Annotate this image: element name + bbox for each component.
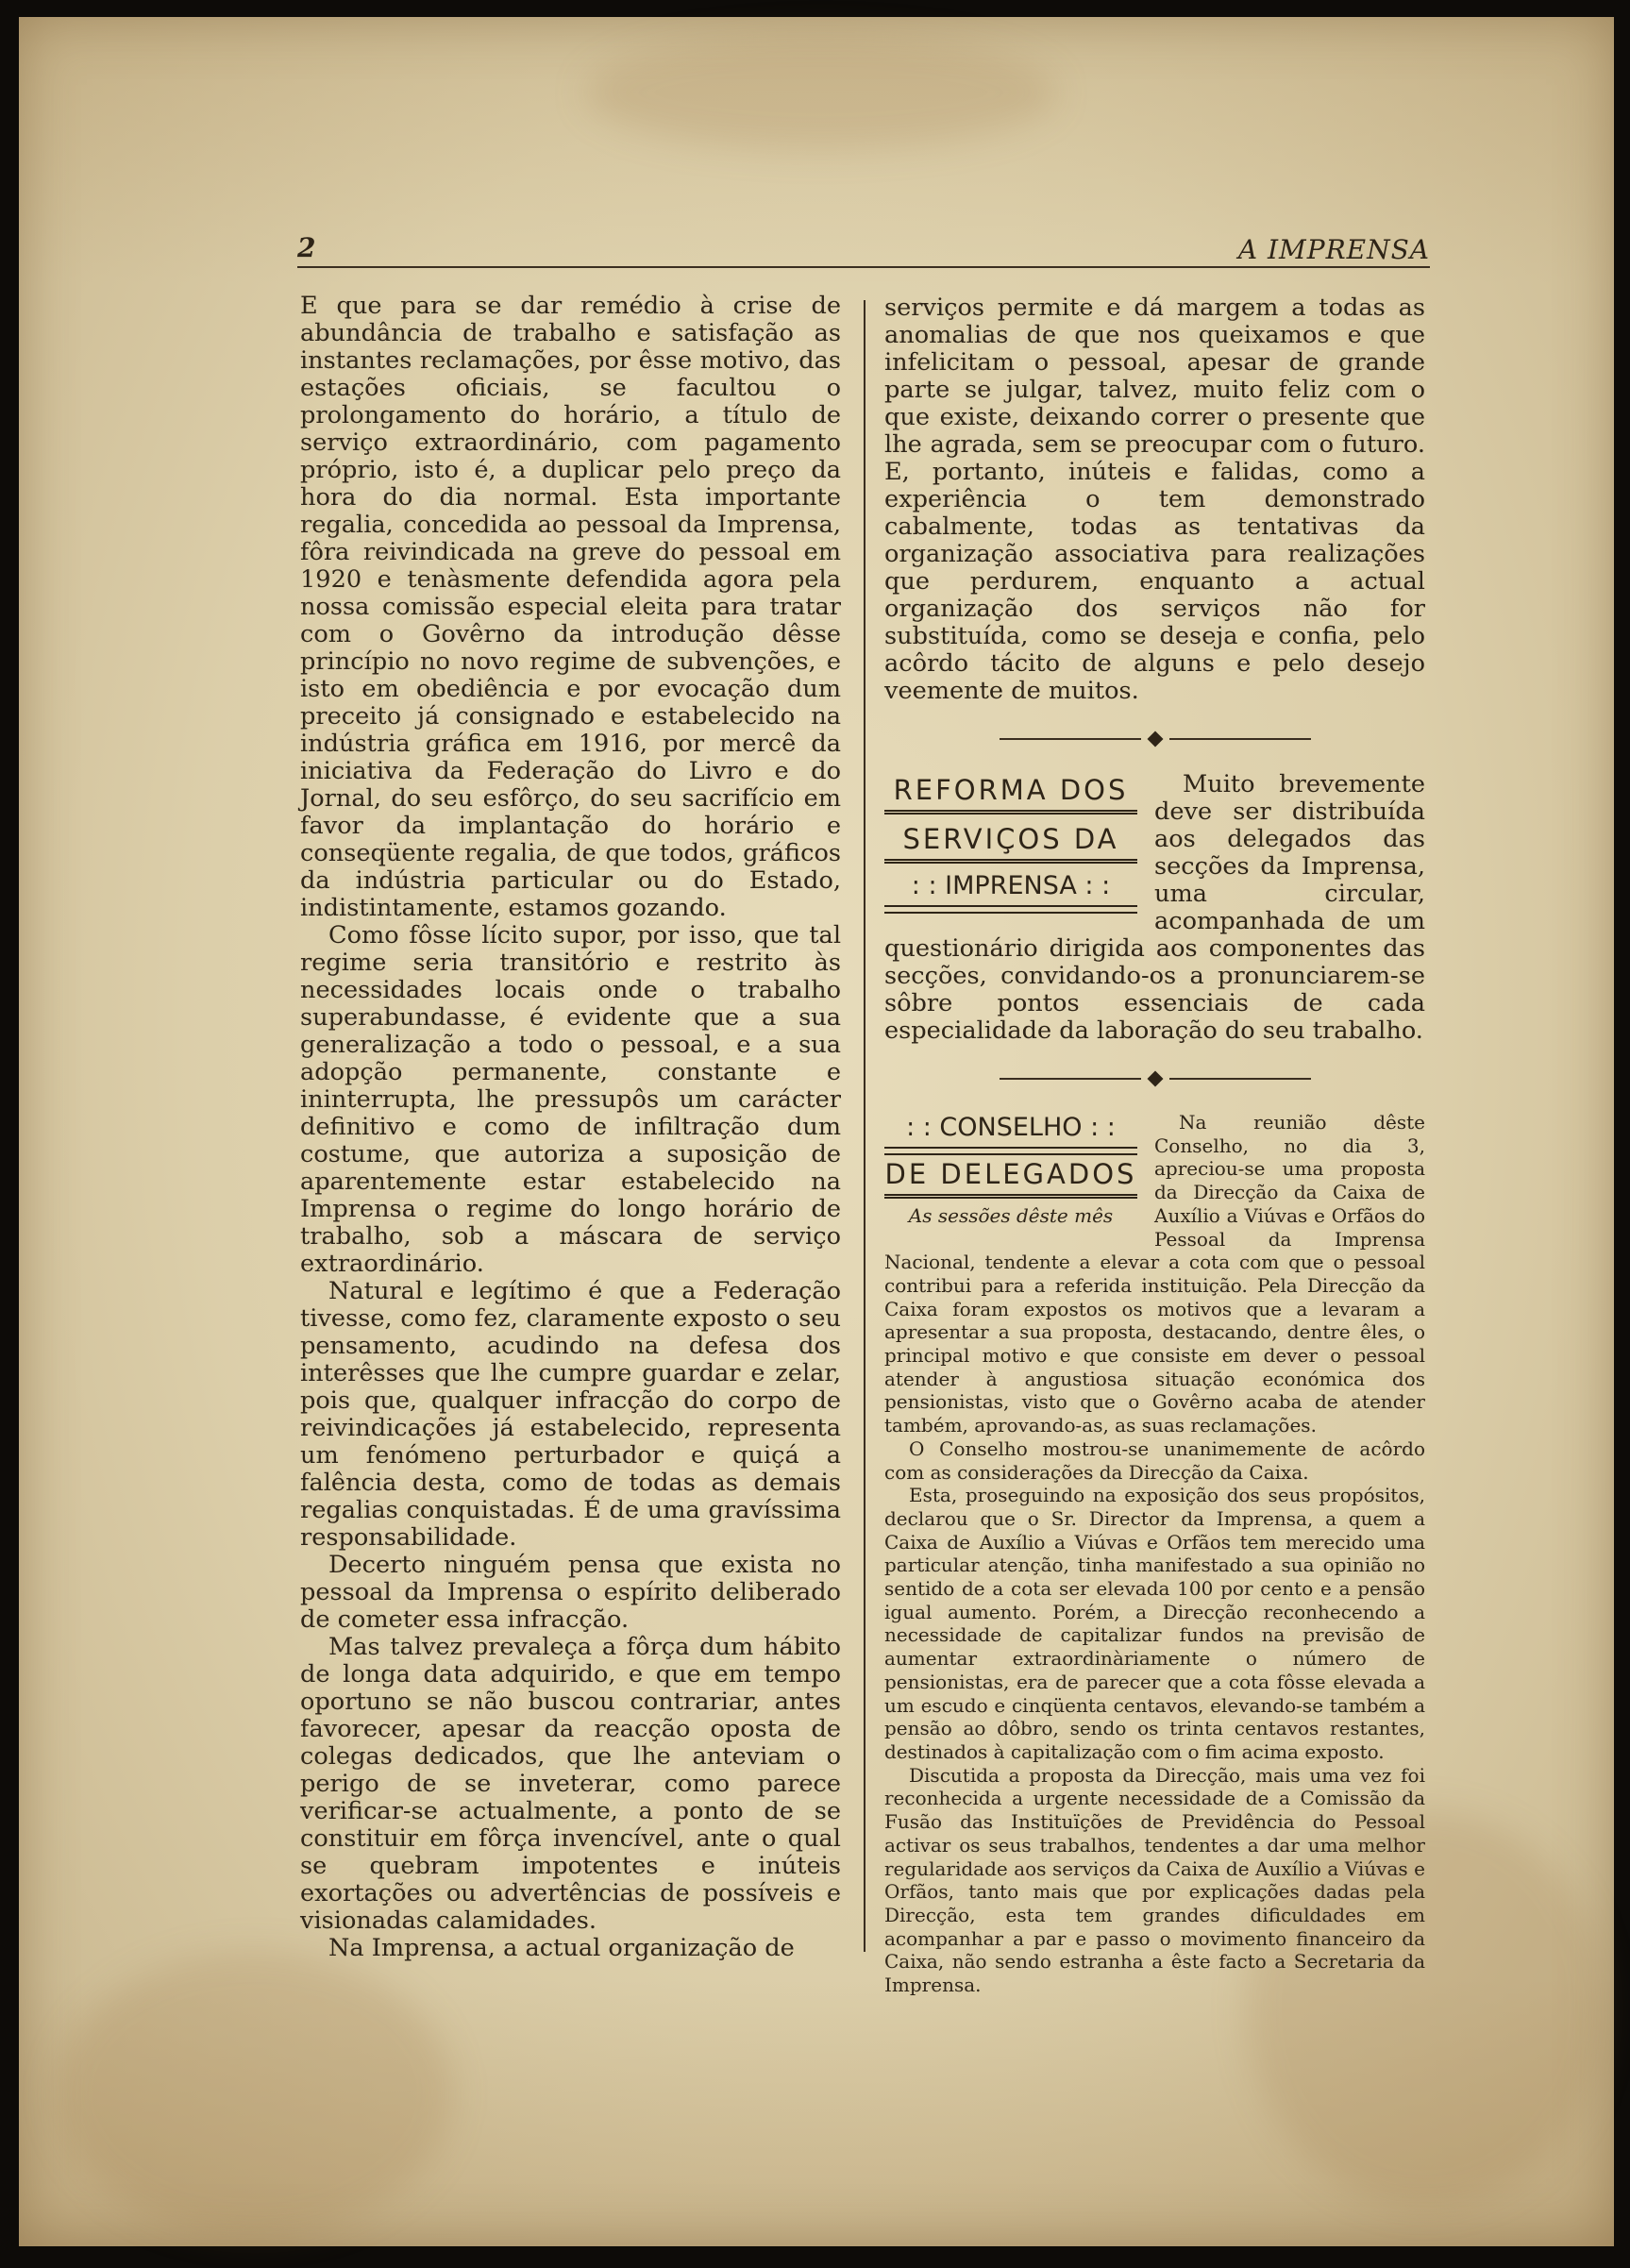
conselho-title-line2: DE DELEGADOS <box>884 1155 1137 1199</box>
left-paragraph: E que para se dar remédio à crise de abundância de trabalho e satisfação as instantes reclamações, por êsse motivo, das estações oficiais, se facultou o prolongamento do horário, a título de serviço extraordinário, com pagamento próprio, isto é, a duplicar pelo preço da hora do dia normal. Esta importante regalia, concedida ao pessoal da Imprensa, fôra reivindicada na greve do pessoal em 1920 e tenàsmente defendida agora pela nossa comissão especial eleita para tratar com o Govêrno da introdução dêsse princípio no novo regime de subvenções, e isto em obediência e por evocação dum preceito já consignado e estabelecido na indústria gráfica em 1916, por mercê da iniciativa da Federação do Livro e do Jornal, do seu esfôrço, do seu sacrifício em favor da implantação do horário e conseqüente regalia, de que todos, gráficos da indústria particular ou do Estado, indistintamente, estamos gozando. <box>300 292 841 922</box>
reforma-headline <box>884 771 1137 914</box>
header-rule <box>297 266 1430 268</box>
conselho-article <box>884 1111 1425 1997</box>
left-paragraph: Mas talvez prevaleça a fôrça dum hábito de longa data adquirido, e que em tempo oportuno se não buscou contrariar, antes favorecer, apesar da reacção oposta de colegas dedicados, que lhe anteviam o perigo de se inveterar, como parece verificar-se actualmente, a ponto de se constituir em fôrça invencível, ante o qual se quebram impotentes e inúteis exortações ou advertências de possíveis e visionadas calamidades. <box>300 1633 841 1935</box>
reforma-title-line3: : : IMPRENSA : : <box>911 871 1111 900</box>
conselho-paragraph: Esta, proseguindo na exposição dos seus propósitos, declarou que o Sr. Director da Imprensa, a quem a Caixa de Auxílio a Viúvas e Orfãos tem merecido uma particular atenção, tinha manifestado a sua opinião no sentido de a cota ser elevada 100 por cento e a pensão igual aumento. Porém, a Direcção reconhecendo a necessidade de capitalizar fundos na previsão de aumentar extraordinàriamente o número de pensionistas, era de parecer que a cota fôsse elevada a um escudo e cinqüenta centavos, elevando-se também a pensão ao dôbro, sendo os trinta centavos restantes, destinados à capitalização com o fim acima exposto. <box>884 1484 1425 1763</box>
continuation-paragraph: serviços permite e dá margem a todas as anomalias de que nos queixamos e que infelicitam o pessoal, apesar de grande parte se julgar, talvez, muito feliz com o que existe, deixando correr o presente que lhe agrada, sem se preocupar com o futuro. E, portanto, inúteis e falidas, como a experiência o tem demonstrado cabalmente, todas as tentativas da organização associativa para realizações que perdurem, enquanto a actual organização dos serviços não for substituída, como se deseja e confia, pelo acôrdo tácito de alguns e pelo desejo veemente de muitos. <box>884 294 1425 705</box>
left-column <box>300 293 841 1962</box>
reforma-title-line1: REFORMA DOS <box>884 771 1137 815</box>
column-divider <box>864 300 865 1952</box>
page-header <box>297 232 1430 270</box>
conselho-title-line1: : : CONSELHO : : <box>906 1113 1116 1142</box>
paper-name: A IMPRENSA <box>1237 234 1430 265</box>
reforma-article <box>884 771 1425 1045</box>
conselho-paragraph: Na reunião dêste Conselho, no dia 3, apreciou-se uma proposta da Direcção da Caixa de Auxílio a Viúvas e Orfãos do Pessoal da Imprensa Nacional, tendente a elevar a cota com que o pessoal contribui para a referida instituição. Pela Direcção da Caixa foram expostos os motivos que a levaram a apresentar a sua proposta, destacando, dentre êles, o principal motivo e que consiste em dever o pessoal atender à angustiosa situação económica dos pensionistas, visto que o Govêrno acaba de atender também, aprovando-as, as suas reclamações. <box>884 1111 1425 1437</box>
left-paragraph: Decerto ninguém pensa que exista no pessoal da Imprensa o espírito deliberado de cometer essa infracção. <box>300 1551 841 1634</box>
conselho-paragraph: Discutida a proposta da Direcção, mais uma vez foi reconhecida a urgente necessidade de a Comissão da Fusão das Instituïções de Previdência do Pessoal activar os seus trabalhos, tendentes a dar uma melhor regularidade aos serviços da Caixa de Auxílio a Viúvas e Orfãos, tanto mais que por explicações dadas pela Direcção, esta tem grandes dificuldades em acompanhar a par e passo o movimento financeiro da Caixa, não sendo estranha a êste facto a Secretaria da Imprensa. <box>884 1763 1425 1997</box>
section-ornament <box>884 1067 1425 1090</box>
left-paragraph: Na Imprensa, a actual organização de <box>328 1934 795 1962</box>
conselho-headline <box>884 1111 1137 1227</box>
conselho-paragraph: O Conselho mostrou-se unanimemente de acôrdo com as considerações da Direcção da Caixa. <box>884 1436 1425 1484</box>
left-paragraph: Natural e legítimo é que a Federação tivesse, como fez, claramente exposto o seu pensamento, acudindo na defesa dos interêsses que lhe cumpre guardar e zelar, pois que, qualquer infracção do corpo de reivindicações já estabelecido, representa um fenómeno perturbador e quiçá a falência desta, como de todas as demais regalias conquistadas. É de uma gravíssima responsabilidade. <box>300 1277 841 1552</box>
conselho-subtitle: As sessões dêste mês <box>908 1204 1114 1227</box>
reforma-text: Muito brevemente deve ser distribuída aos delegados das secções da Imprensa, uma circular, acompanhada de um questionário dirigida aos componentes das secções, convidando-os a pronunciarem-se sôbre pontos essenciais de cada especialidade da laboração do seu trabalho. <box>884 770 1425 1045</box>
reforma-title-line2: SERVIÇOS DA <box>884 820 1137 864</box>
page-number: 2 <box>297 232 316 263</box>
right-column <box>884 294 1425 1997</box>
section-ornament <box>884 728 1425 750</box>
left-paragraph: Como fôsse lícito supor, por isso, que tal regime seria transitório e restrito às necessidades locais onde o trabalho superabundasse, é evidente que a sua generalização a todo o pessoal, e a sua adopção permanente, constante e ininterrupta, lhe pressupôs um carácter definitivo e como de infiltração dum costume, que autoriza a suposição de aparentemente estar estabelecido na Imprensa o regime do longo horário de trabalho, sob a máscara de serviço extraordinário. <box>300 921 841 1278</box>
